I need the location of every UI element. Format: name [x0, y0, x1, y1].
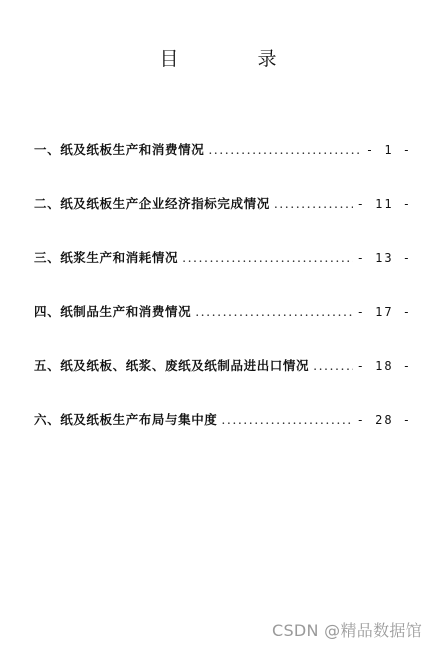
toc-entry-label: 二、纸及纸板生产企业经济指标完成情况 — [34, 196, 270, 211]
table-of-contents — [34, 140, 412, 464]
toc-entry-1[interactable] — [34, 140, 412, 194]
toc-entry-5[interactable] — [34, 356, 412, 410]
toc-entry-page-number: - 28 - — [356, 413, 412, 427]
toc-entry-3[interactable] — [34, 248, 412, 302]
toc-entry-4[interactable] — [34, 302, 412, 356]
toc-entry-2[interactable] — [34, 194, 412, 248]
dot-leader — [274, 196, 353, 211]
dot-leader — [195, 304, 352, 319]
page-title: 目 录 — [159, 48, 307, 70]
toc-entry-page-number: - 18 - — [356, 359, 412, 373]
toc-entry-label: 三、纸浆生产和消耗情况 — [34, 250, 179, 265]
toc-entry-6[interactable] — [34, 410, 412, 464]
dot-leader — [182, 250, 353, 265]
toc-entry-label: 六、纸及纸板生产布局与集中度 — [34, 412, 218, 427]
dot-leader — [208, 142, 362, 157]
toc-entry-page-number: - 17 - — [356, 305, 412, 319]
toc-entry-label: 一、纸及纸板生产和消费情况 — [34, 142, 205, 157]
dot-leader — [221, 412, 352, 427]
toc-entry-label: 四、纸制品生产和消费情况 — [34, 304, 192, 319]
toc-entry-page-number: - 11 - — [356, 197, 412, 211]
dot-leader — [313, 358, 353, 373]
toc-entry-page-number: - 13 - — [356, 251, 412, 265]
toc-entry-label: 五、纸及纸板、纸浆、废纸及纸制品进出口情况 — [34, 358, 310, 373]
toc-entry-page-number: - 1 - — [365, 143, 412, 157]
watermark: CSDN @精品数据馆 — [271, 621, 422, 640]
